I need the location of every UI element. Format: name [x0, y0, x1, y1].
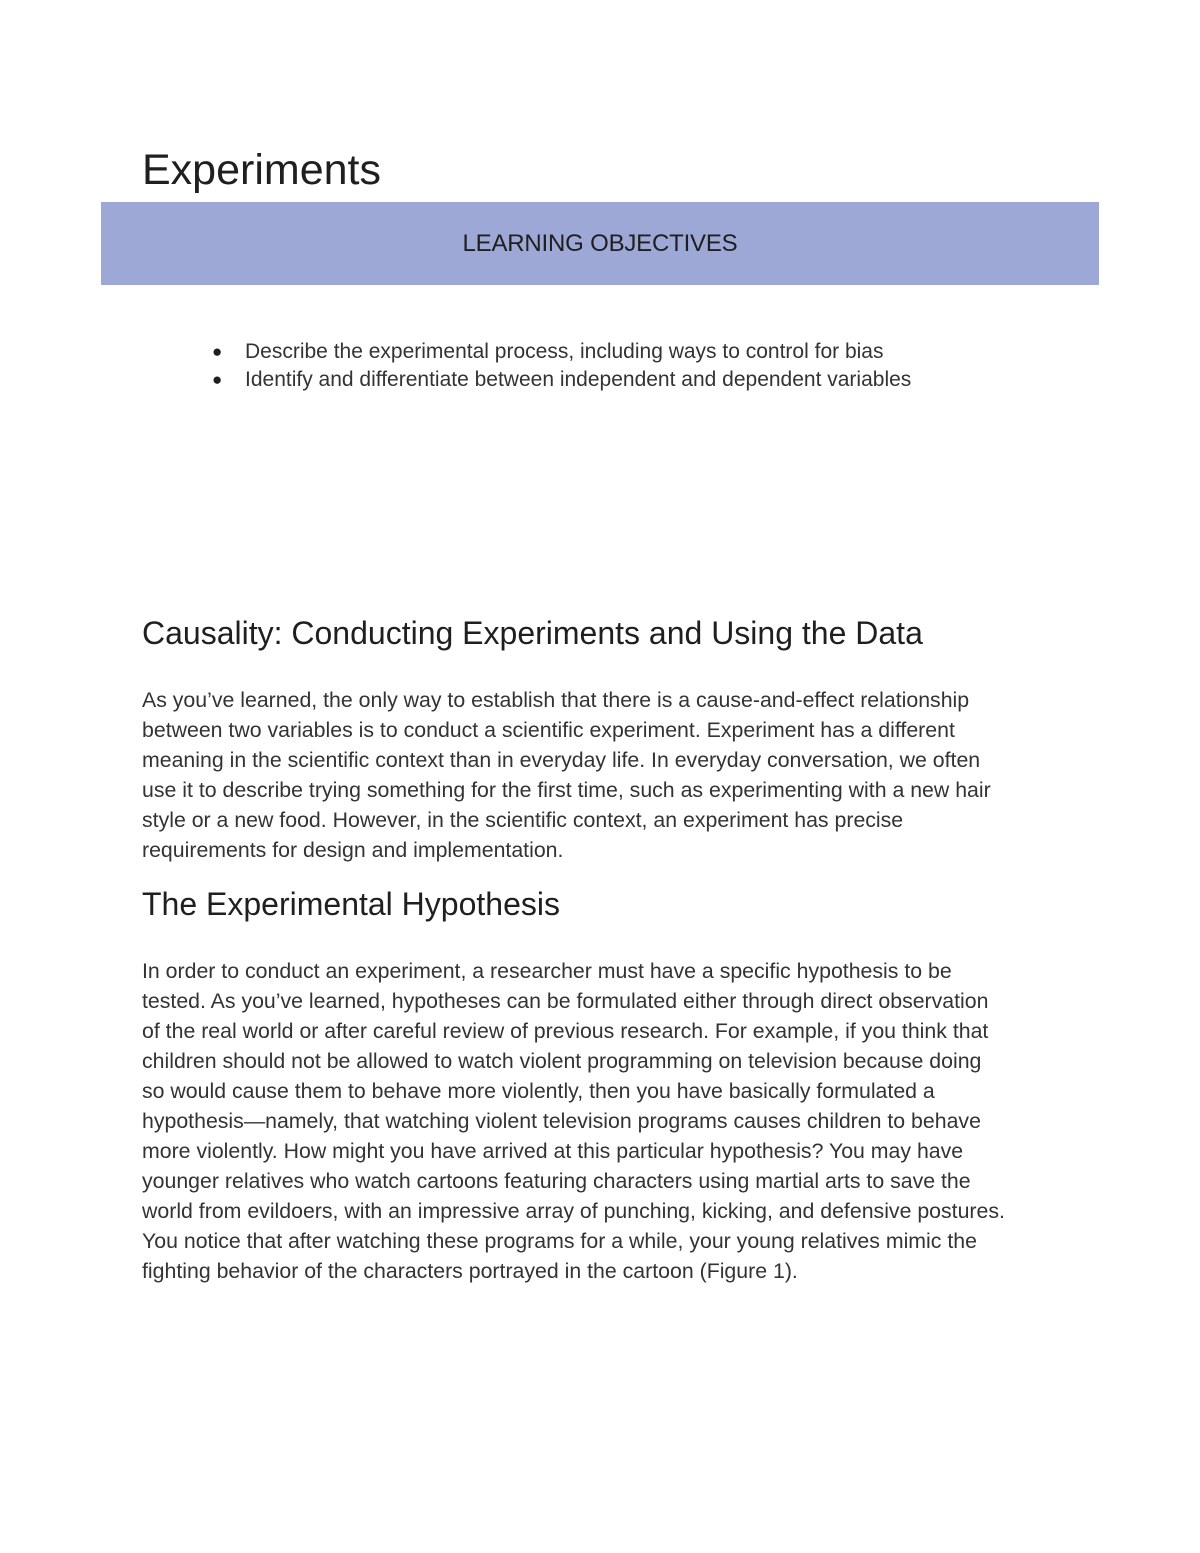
paragraph-line: world from evildoers, with an impressive array of punching, kicking, and defensive postures. — [142, 1199, 1005, 1223]
objective-text: Describe the experimental process, including ways to control for bias — [245, 340, 884, 363]
section-heading-causality: Causality: Conducting Experiments and Using the Data — [142, 615, 923, 651]
paragraph-line: You notice that after watching these programs for a while, your young relatives mimic the — [142, 1229, 977, 1253]
paragraph-line: younger relatives who watch cartoons featuring characters using martial arts to save the — [142, 1169, 971, 1193]
paragraph-line: more violently. How might you have arrived at this particular hypothesis? You may have — [142, 1139, 964, 1163]
paragraph-line: fighting behavior of the characters portrayed in the cartoon (Figure 1). — [142, 1259, 798, 1283]
learning-objectives-banner — [101, 202, 1099, 285]
paragraph-line: requirements for design and implementation. — [142, 838, 564, 862]
paragraph-line: children should not be allowed to watch violent programming on television because doing — [142, 1049, 982, 1073]
paragraph-line: of the real world or after careful review of previous research. For example, if you think that — [142, 1019, 989, 1043]
paragraph-line: meaning in the scientific context than in everyday life. In everyday conversation, we often — [142, 748, 981, 772]
paragraph-line: so would cause them to behave more violently, then you have basically formulated a — [142, 1079, 935, 1103]
paragraph-line: tested. As you’ve learned, hypotheses can be formulated either through direct observation — [142, 989, 989, 1013]
objective-text: Identify and differentiate between independent and dependent variables — [245, 368, 912, 391]
bullet-icon: ● — [212, 370, 223, 389]
list-item — [212, 366, 911, 394]
paragraph-line: In order to conduct an experiment, a researcher must have a specific hypothesis to be — [142, 959, 952, 983]
learning-objectives-heading: LEARNING OBJECTIVES — [462, 229, 738, 257]
page-title: Experiments — [142, 146, 381, 194]
paragraph-line: between two variables is to conduct a scientific experiment. Experiment has a different — [142, 718, 955, 742]
learning-objectives-list — [212, 338, 911, 394]
section-heading-hypothesis: The Experimental Hypothesis — [142, 886, 560, 922]
list-item — [212, 338, 911, 366]
paragraph-line: As you’ve learned, the only way to establish that there is a cause-and-effect relationship — [142, 688, 970, 712]
causality-paragraph — [142, 685, 1072, 865]
bullet-icon: ● — [212, 342, 223, 361]
paragraph-line: hypothesis—namely, that watching violent television programs causes children to behave — [142, 1109, 981, 1133]
hypothesis-paragraph — [142, 956, 1072, 1286]
paragraph-line: style or a new food. However, in the scientific context, an experiment has precise — [142, 808, 904, 832]
paragraph-line: use it to describe trying something for the first time, such as experimenting with a new hair — [142, 778, 991, 802]
